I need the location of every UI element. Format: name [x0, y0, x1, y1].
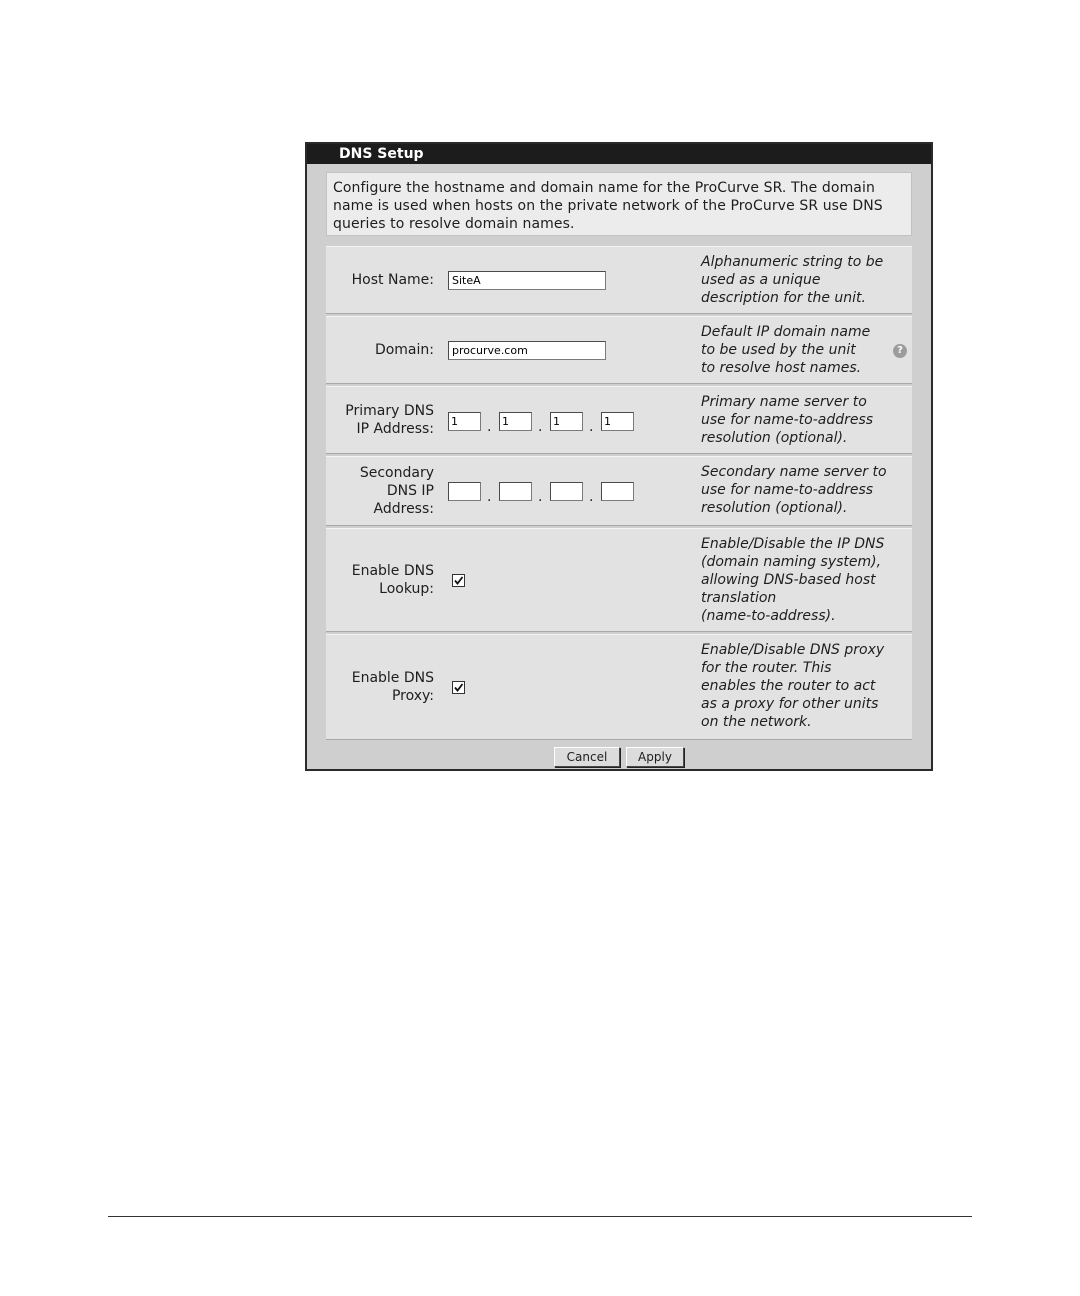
enable-dns-lookup-row [326, 528, 912, 632]
primary-dns-separator: . [538, 419, 543, 435]
primary-dns-octet-1[interactable] [448, 412, 481, 431]
primary-dns-description: Primary name server to use for name-to-address resolution (optional). [701, 394, 874, 446]
dns-setup-panel [305, 142, 933, 771]
secondary-dns-separator: . [589, 489, 594, 505]
primary-dns-octet-3[interactable] [550, 412, 583, 431]
secondary-dns-octet-1[interactable] [448, 482, 481, 501]
host-name-label: Host Name: [351, 272, 434, 288]
secondary-dns-label: Secondary DNS IP Address: [359, 465, 434, 517]
question-circle-icon[interactable]: ? [893, 344, 907, 358]
secondary-dns-octet-2[interactable] [499, 482, 532, 501]
host-name-input[interactable] [448, 271, 606, 290]
domain-description: Default IP domain name to be used by the unit to resolve host names. [701, 324, 871, 376]
secondary-dns-description: Secondary name server to use for name-to-address resolution (optional). [701, 464, 887, 516]
enable-dns-lookup-label: Enable DNS Lookup: [351, 563, 434, 597]
checkmark-icon [453, 575, 464, 586]
page-footer-rule [108, 1216, 972, 1217]
checkmark-icon [453, 682, 464, 693]
apply-button[interactable]: Apply [626, 747, 684, 767]
host-name-description: Alphanumeric string to be used as a unique description for the unit. [701, 254, 884, 306]
domain-row [326, 316, 912, 384]
secondary-dns-separator: . [487, 489, 492, 505]
primary-dns-row [326, 386, 912, 454]
primary-dns-separator: . [589, 419, 594, 435]
host-name-row [326, 246, 912, 314]
secondary-dns-octet-4[interactable] [601, 482, 634, 501]
enable-dns-proxy-row [326, 634, 912, 740]
domain-input[interactable] [448, 341, 606, 360]
secondary-dns-separator: . [538, 489, 543, 505]
enable-dns-proxy-checkbox[interactable] [452, 681, 465, 694]
primary-dns-octet-4[interactable] [601, 412, 634, 431]
cancel-button[interactable]: Cancel [554, 747, 620, 767]
secondary-dns-octet-3[interactable] [550, 482, 583, 501]
primary-dns-separator: . [487, 419, 492, 435]
primary-dns-label: Primary DNS IP Address: [345, 403, 434, 437]
secondary-dns-row [326, 456, 912, 526]
enable-dns-lookup-checkbox[interactable] [452, 574, 465, 587]
enable-dns-lookup-description: Enable/Disable the IP DNS (domain naming system), allowing DNS-based host translation (name-to-address). [701, 536, 885, 624]
enable-dns-proxy-label: Enable DNS Proxy: [351, 670, 434, 704]
primary-dns-octet-2[interactable] [499, 412, 532, 431]
panel-title: DNS Setup [307, 144, 931, 164]
enable-dns-proxy-description: Enable/Disable DNS proxy for the router. This enables the router to act as a proxy for other units on the network. [701, 642, 885, 730]
intro-text: Configure the hostname and domain name for the ProCurve SR. The domain name is used when hosts on the private network of the ProCurve SR use DNS queries to resolve domain names. [326, 172, 912, 236]
domain-label: Domain: [374, 342, 434, 358]
